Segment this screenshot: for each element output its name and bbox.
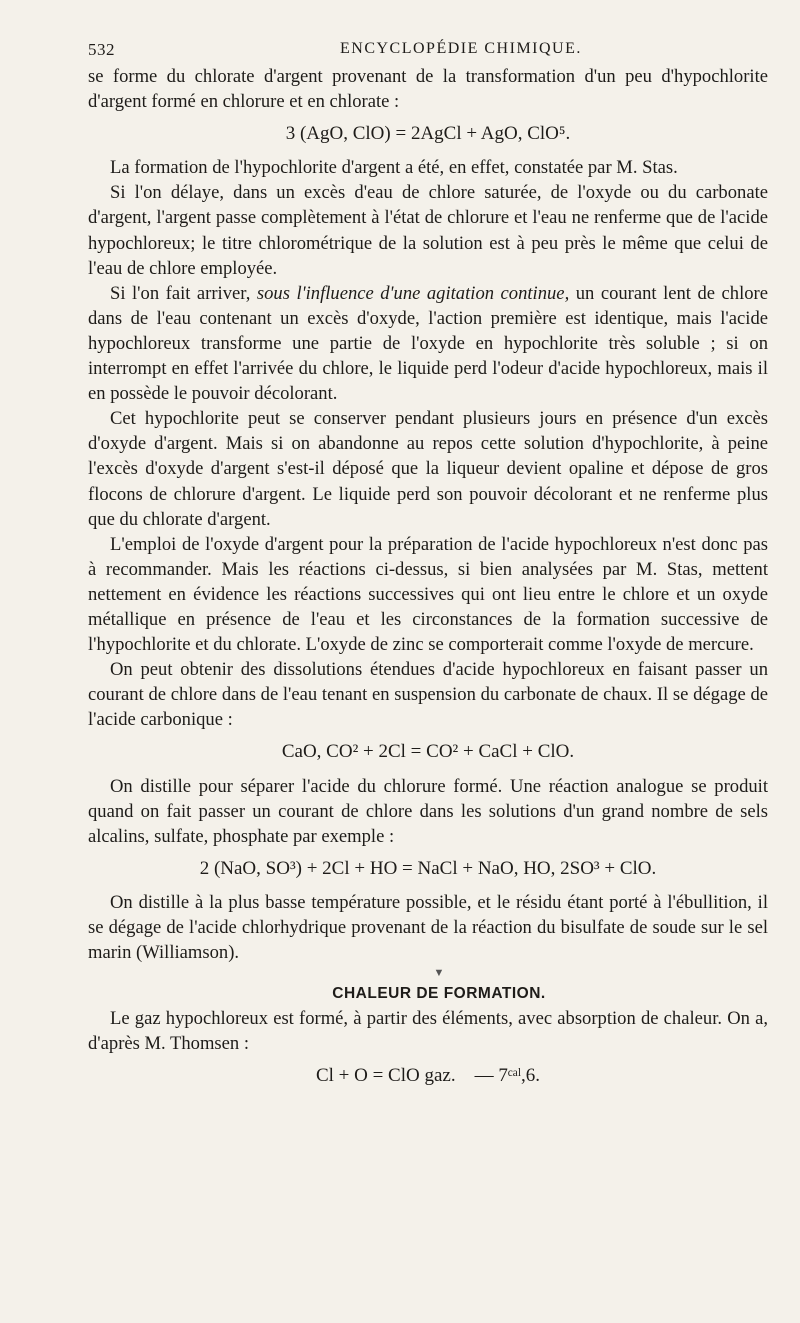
paragraph-8: On distille pour séparer l'acide du chlorure formé. Une réaction analogue se produit quand on fait passer un courant de chlore dans les solutions d'un grand nombre de sels alcalins, sulfate, phosphate par exemple : bbox=[88, 775, 768, 847]
equation-2: CaO, CO² + 2Cl = CO² + CaCl + ClO. bbox=[281, 741, 575, 763]
section-mark: ▼ bbox=[433, 967, 445, 980]
paragraph-4-start: Si l'on fait arriver, bbox=[110, 282, 251, 304]
paragraph-4-end: un courant lent de chlore dans de l'eau contenant un excès d'oxyde, l'action première est identique, mais l'acide hypochloreux transforme une partie de l'oxyde en hypochlorite très soluble ; si on interrompt en effet l'arrivée du chlore, le liquide perd l'odeur d'acide hypochloreux, mais il en possède le pouvoir décolorant. bbox=[88, 282, 768, 405]
paragraph-10: Le gaz hypochloreux est formé, à partir des éléments, avec absorption de chaleur. On a, d'après M. Thomsen : bbox=[88, 1008, 768, 1055]
equation-3: 2 (NaO, SO³) + 2Cl + HO = NaCl + NaO, HO, 2SO³ + ClO. bbox=[199, 857, 657, 879]
paragraph-5: Cet hypochlorite peut se conserver pendant plusieurs jours en présence d'un excès d'oxyde d'argent. Mais si on abandonne au repos cette solution d'hypochlorite, à peine l'excès d'oxyde d'argent s'est-il déposé que la liqueur devient opaline et dépose de gros flocons de chlorure d'argent. Le liquide perd son pouvoir décolorant et ne renferme plus que du chlorate d'argent. bbox=[88, 408, 768, 530]
paragraph-2: La formation de l'hypochlorite d'argent a été, en effet, constatée par M. Stas. bbox=[110, 157, 678, 179]
page-number: 532 bbox=[88, 40, 115, 59]
section-title: CHALEUR DE FORMATION. bbox=[332, 985, 546, 1003]
paragraph-1: se forme du chlorate d'argent provenant de la transformation d'un peu d'hypochlorite d'argent formé en chlorure et en chlorate : bbox=[88, 66, 768, 113]
paragraph-7: On peut obtenir des dissolutions étendues d'acide hypochloreux en faisant passer un courant de chlore dans de l'eau tenant en suspension du carbonate de chaux. Il se dégage de l'acide carbonique : bbox=[88, 659, 768, 731]
paragraph-9: On distille à la plus basse température possible, et le résidu étant porté à l'ébullition, il se dégage de l'acide chlorhydrique provenant de la réaction du bisulfate de soude sur le sel marin (Williamson). bbox=[88, 891, 768, 964]
equation-1: 3 (AgO, ClO) = 2AgCl + AgO, ClO⁵. bbox=[285, 123, 571, 145]
body-text bbox=[88, 64, 768, 1098]
paragraph-4 bbox=[88, 281, 768, 406]
running-title: ENCYCLOPÉDIE CHIMIQUE. bbox=[340, 40, 582, 57]
paragraph-4-italic: sous l'influence d'une agitation continue, bbox=[256, 282, 570, 304]
paragraph-6: L'emploi de l'oxyde d'argent pour la préparation de l'acide hypochloreux n'est donc pas à recommander. Mais les réactions ci-dessus, si bien analysées par M. Stas, mettent nettement en évidence les réactions successives qui ont lieu entre le chlore et un oxyde métallique en présence de l'eau et les circonstances de la formation successive de l'hypochlorite et du chlorate. L'oxyde de zinc se comporterait comme l'oxyde de mercure. bbox=[88, 533, 768, 656]
paragraph-3: Si l'on délaye, dans un excès d'eau de chlore saturée, de l'oxyde ou du carbonate d'argent, l'argent passe complètement à l'état de chlorure et l'eau ne renferme que de l'acide hypochloreux; le titre chlorométrique de la solution est à peu près le même que celui de l'eau de chlore employée. bbox=[88, 182, 768, 279]
equation-4: Cl + O = ClO gaz. — 7ᶜᵃˡ,6. bbox=[315, 1065, 541, 1087]
page-header bbox=[88, 40, 760, 66]
